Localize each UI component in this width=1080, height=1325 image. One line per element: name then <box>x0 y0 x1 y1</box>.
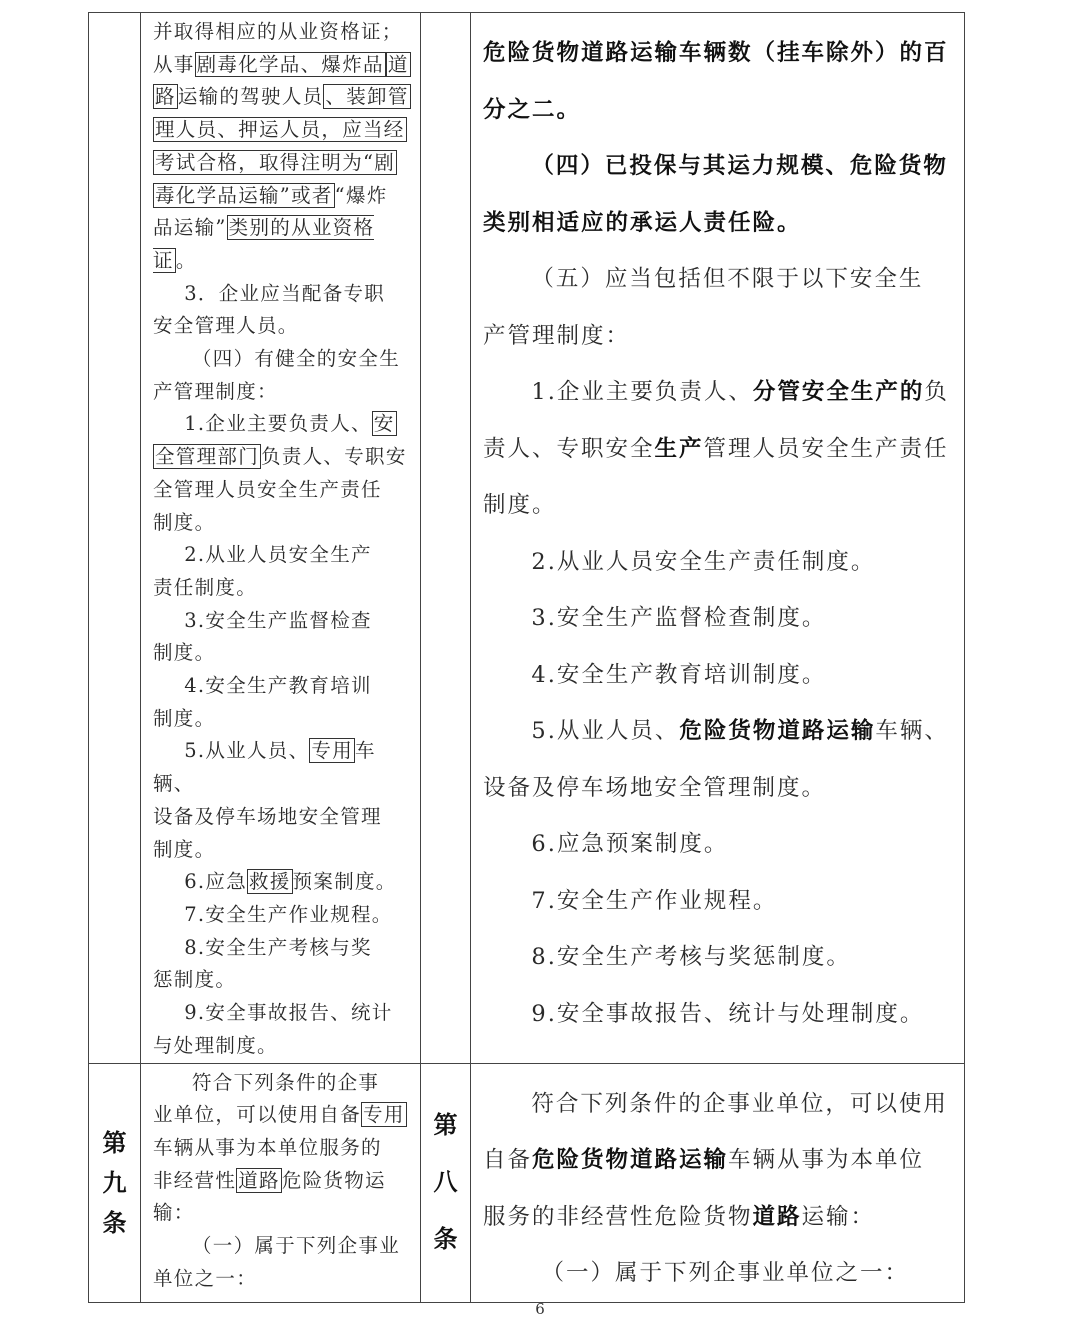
highlight-text: 危险货物道路运输 <box>679 718 876 744</box>
text-line: 3.安全生产监督检查 <box>184 608 372 632</box>
text-line: （四）已投保与其运力规模、危险货物 <box>531 153 948 179</box>
text-line: 全管理人员安全生产责任 <box>153 477 382 501</box>
text-line: 制度。 <box>483 492 557 518</box>
text-line: 4.安全生产教育培训制度。 <box>531 661 827 688</box>
text-line: 7.安全生产作业规程。 <box>184 902 393 926</box>
highlight-text: 道路 <box>752 1203 802 1230</box>
text-line: 责任制度。 <box>153 575 258 599</box>
text-line: 服务的非经营性危险货物道路运输： <box>483 1203 876 1230</box>
page-number: 6 <box>535 1300 545 1318</box>
text-line: 与处理制度。 <box>153 1033 278 1057</box>
text-line: 输： <box>153 1201 195 1225</box>
revision-box: 道路 <box>238 1168 280 1192</box>
text-line: 符合下列条件的企事 <box>192 1070 380 1094</box>
text-line: 危险货物道路运输车辆数（挂车除外）的百 <box>483 40 949 66</box>
new-article-cell <box>421 13 471 1064</box>
text-line: 产管理制度： <box>153 379 278 403</box>
text-line: 1.企业主要负责人、 安 <box>184 412 395 436</box>
revision-box: 道 <box>387 52 409 76</box>
text-line: 从事 剧毒化学品、爆炸品 道 <box>153 52 409 76</box>
text-line: 设备及停车场地安全管理 <box>153 804 382 828</box>
text-line: 毒化学品运输”或者 “爆炸 <box>155 183 388 207</box>
text-line: （四）有健全的安全生 <box>192 347 401 371</box>
text-line: 5.从业人员、危险货物道路运输车辆、 <box>531 718 949 744</box>
highlight-text: 危险货物道路运输 <box>532 1147 729 1173</box>
text-line: 9.安全事故报告、统计与处理制度。 <box>531 1000 925 1027</box>
comparison-table <box>88 12 965 1303</box>
text-line: 全管理部门 负责人、专职安 <box>155 445 407 469</box>
text-line: 设备及停车场地安全管理制度。 <box>483 774 827 801</box>
revision-box: 毒化学品运输”或者 <box>155 183 333 207</box>
text-line: 制度。 <box>153 641 216 665</box>
text-line: 3.安全生产监督检查制度。 <box>531 605 827 631</box>
text-line: 1.企业主要负责人、分管安全生产的负 <box>531 379 949 405</box>
revision-box: 专用 <box>311 739 354 763</box>
text-line: 制度。 <box>153 510 216 534</box>
revision-box: 安 <box>373 412 395 436</box>
text-line: 制度。 <box>153 706 216 730</box>
article-label: 第八条 <box>433 1111 458 1253</box>
text-line: 3．企业应当配备专职 <box>184 281 386 305</box>
text-line: 惩制度。 <box>153 968 237 992</box>
highlight-text: 生产 <box>654 435 704 462</box>
text-line: 6.应急预案制度。 <box>531 831 729 857</box>
revision-box: 剧毒化学品、爆炸品 <box>196 52 384 76</box>
revision-box: 、装卸管 <box>325 85 409 109</box>
table-row <box>89 13 965 1064</box>
revision-box: 专用 <box>363 1103 405 1127</box>
text-line: 责人、专职安全生产管理人员安全生产责任 <box>483 435 949 462</box>
old-article-cell <box>89 1063 141 1302</box>
new-text-cell <box>471 1063 965 1302</box>
text-line: 路 运输的驾驶人员 、装卸管 <box>155 85 409 109</box>
text-line: 业单位，可以使用自备 专用 <box>153 1103 405 1127</box>
table-row <box>89 1063 965 1302</box>
highlight-text: 分管安全生产的 <box>752 379 925 405</box>
text-line: 2.从业人员安全生产 <box>184 543 372 567</box>
text-line: 自备危险货物道路运输车辆从事为本单位 <box>483 1147 925 1173</box>
text-line: 品运输” 类别的从业资格证 。 <box>153 216 375 272</box>
text-line: 9.安全事故报告、统计 <box>184 1001 393 1025</box>
text-line: 分之二。 <box>483 96 582 123</box>
text-line: 安全管理人员。 <box>153 314 299 338</box>
revision-box: 全管理部门 <box>155 445 260 469</box>
new-text-cell <box>471 13 965 1064</box>
text-line: （一）属于下列企事业 <box>192 1234 401 1258</box>
article-label: 第九条 <box>102 1128 127 1237</box>
text-line: 5.从业人员、 专用 车辆、 <box>153 739 376 796</box>
text-line: 并取得相应的从业资格证； <box>153 20 403 43</box>
text-line: 8.安全生产考核与奖惩制度。 <box>531 944 851 970</box>
text-line: 2.从业人员安全生产责任制度。 <box>531 548 876 575</box>
text-line <box>153 114 412 147</box>
text-line: 8.安全生产考核与奖 <box>184 935 372 959</box>
text-line: 类别相适应的承运人责任险。 <box>483 209 802 236</box>
text-line: 车辆从事为本单位服务的 <box>153 1135 382 1159</box>
new-article-cell <box>421 1063 471 1302</box>
revision-box: 路 <box>155 85 176 109</box>
text-line: （一）属于下列企事业单位之一： <box>541 1260 910 1286</box>
old-text-cell <box>141 13 421 1064</box>
text-line: 非经营性 道路 危险货物运 <box>153 1168 386 1192</box>
text-line: （五）应当包括但不限于以下安全生 <box>531 266 924 292</box>
revision-box: 考试合格，取得注明为“剧 <box>155 150 396 174</box>
text-line <box>153 147 412 180</box>
text-line: 符合下列条件的企事业单位，可以使用 <box>531 1090 948 1117</box>
revision-box: 理人员、押运人员，应当经 <box>155 118 405 142</box>
text-line: 单位之一： <box>153 1266 258 1290</box>
text-line: 产管理制度： <box>483 322 631 349</box>
revision-box: 类别的从业资格证 <box>153 216 375 272</box>
old-text-cell <box>141 1063 421 1302</box>
text-line: 6.应急 救援 预案制度。 <box>184 870 397 894</box>
old-article-cell <box>89 13 141 1064</box>
text-line: 制度。 <box>153 837 216 861</box>
text-line: 7.安全生产作业规程。 <box>531 887 778 914</box>
revision-box: 救援 <box>249 870 291 894</box>
text-line: 4.安全生产教育培训 <box>184 674 372 698</box>
